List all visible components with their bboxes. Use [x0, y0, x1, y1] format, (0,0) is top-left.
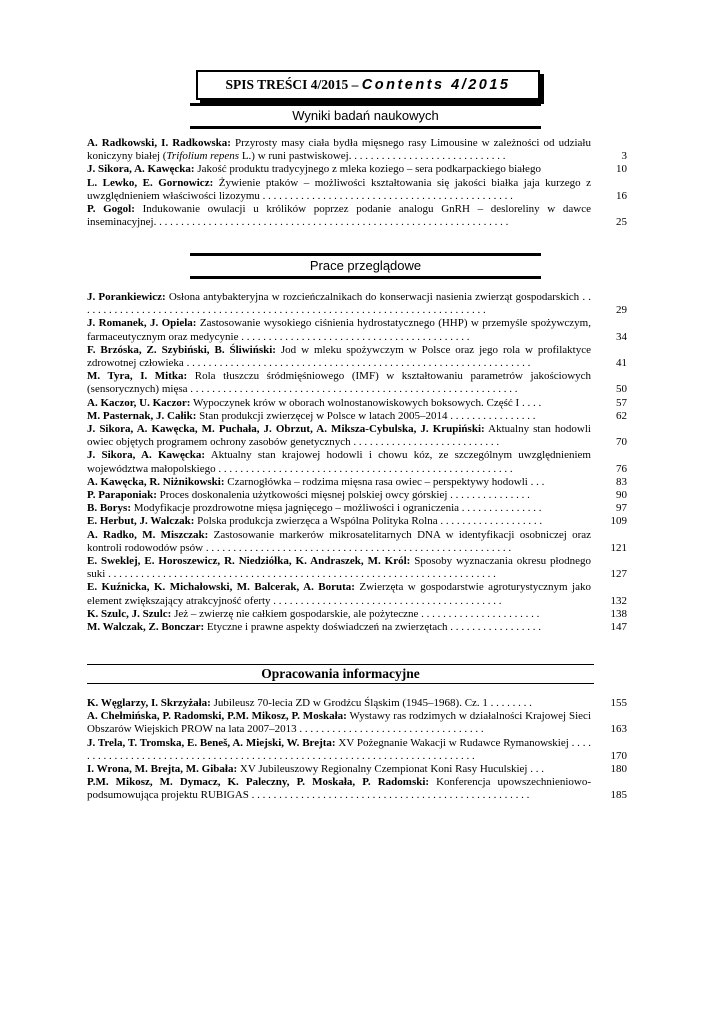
- entry-page: 170: [610, 749, 627, 762]
- toc-entry[interactable]: [87, 203, 635, 229]
- entry-page: 41: [616, 357, 627, 370]
- entry-authors: B. Borys:: [87, 502, 131, 515]
- toc-entry[interactable]: [87, 697, 635, 710]
- entry-authors: E. Sweklej, E. Horoszewicz, R. Niedziółka, K. Andraszek, M. Król:: [87, 555, 411, 568]
- entry-page: 16: [616, 189, 627, 202]
- toc-entry[interactable]: [87, 621, 635, 634]
- entry-authors: A. Kawęcka, R. Niżnikowski:: [87, 475, 225, 488]
- entry-text: Przyrosty masy ciała bydła mięsnego rasy Limousine w zależności od udziału koniczyny białej (: [87, 137, 591, 163]
- section-heading-review: [190, 253, 541, 279]
- toc-title-box: [196, 70, 540, 100]
- entry-authors: J. Porankiewicz:: [87, 291, 166, 303]
- entry-authors: J. Sikora, A. Kawęcka:: [87, 163, 195, 176]
- entry-authors: P. Gogol:: [87, 203, 135, 216]
- entry-page: 185: [610, 789, 627, 802]
- entry-text: Zwierzęta w gospodarstwie agroturystycznym jako element zwiększający atrakcyjność oferty . . . . . . . . . . . . . . . . . . . . . . . . . . . . . . . . . . . . . . . . . .: [87, 581, 591, 607]
- toc-title-en: Contents 4/2015: [361, 77, 511, 93]
- section-heading-info: [87, 664, 594, 684]
- section-title: Opracowania informacyjne: [261, 666, 420, 681]
- entry-authors: E. Herbut, J. Walczak:: [87, 515, 195, 528]
- toc-entry[interactable]: [87, 515, 635, 528]
- entry-authors: J. Trela, T. Tromska, E. Beneš, A. Miejski, W. Brejta:: [87, 736, 336, 749]
- section-info-list: [87, 697, 635, 803]
- entry-page: 76: [616, 462, 627, 475]
- entry-authors: J. Romanek, J. Opiela:: [87, 317, 197, 330]
- entry-text: Zastosowanie markerów mikrosatelitarnych DNA w identyfikacji osobniczej oraz kontroli rodowodów psów . . . . . . . . . . . . . . . . . . . . . . . . . . . . . . . . . . . . . . . . . . . . . . . . . . . . . . . .: [87, 528, 592, 554]
- toc-entry[interactable]: [87, 344, 635, 370]
- entry-page: 34: [616, 330, 627, 343]
- entry-authors: A. Chełmińska, P. Radomski, P.M. Mikosz, P. Moskała:: [87, 710, 347, 723]
- toc-entry[interactable]: [87, 502, 635, 515]
- toc-entry[interactable]: [87, 489, 635, 502]
- entry-page: 25: [616, 216, 627, 229]
- toc-entry[interactable]: [87, 370, 635, 396]
- entry-text: Etyczne i prawne aspekty doświadczeń na zwierzętach . . . . . . . . . . . . . . . . .: [206, 621, 542, 634]
- section-title: Wyniki badań naukowych: [292, 108, 439, 123]
- entry-authors: A. Kaczor, U. Kaczor:: [87, 396, 191, 409]
- toc-entry[interactable]: [87, 555, 635, 581]
- entry-text: XV Pożegnanie Wakacji w Rudawce Rymanowskiej . . . . . . . . . . . . . . . . . . . . . . . . . . . . . . . . . . . . . . . . . . . . . . . . . . . . . . . . . . . . . . . . . . . . . . . . . . .: [87, 736, 591, 762]
- toc-entry[interactable]: [87, 410, 635, 423]
- entry-text: Konferencja upowszechnieniowo-podsumowująca projektu RUBIGAS . . . . . . . . . . . . . . . . . . . . . . . . . . . . . . . . . . . . . . . . . . . . . . . . . . .: [87, 776, 591, 802]
- entry-authors: I. Wrona, M. Brejta, M. Gibała:: [87, 763, 238, 776]
- entry-page: 180: [610, 763, 627, 776]
- entry-italic: Trifolium repens: [166, 150, 240, 163]
- entry-text: Modyfikacje prozdrowotne mięsa jagnięcego – możliwości i ograniczenia . . . . . . . . . . . . . . .: [133, 502, 542, 515]
- entry-text: Żywienie ptaków – możliwości kształtowania się jakości białka jaja kurzego z uwzględnieniem właściwości lizozymu . . . . . . . . . . . . . . . . . . . . . . . . . . . . . . . . . . . . . . . . . . . . . .: [87, 176, 592, 202]
- toc-entry[interactable]: [87, 763, 635, 776]
- entry-text: Polska produkcja zwierzęca a Wspólna Polityka Rolna . . . . . . . . . . . . . . . . . . .: [197, 515, 543, 528]
- entry-page: 10: [616, 163, 627, 176]
- entry-authors: P. Paraponiak:: [87, 489, 157, 502]
- toc-entry[interactable]: [87, 137, 635, 163]
- toc-entry[interactable]: [87, 476, 635, 489]
- entry-authors: A. Radkowski, I. Radkowska:: [87, 137, 231, 149]
- section-heading-research: [190, 103, 541, 129]
- entry-page: 121: [610, 541, 627, 554]
- entry-text: Stan produkcji zwierzęcej w Polsce w latach 2005–2014 . . . . . . . . . . . . . . . .: [199, 409, 536, 422]
- entry-authors: M. Tyra, I. Mitka:: [87, 370, 188, 383]
- entry-authors: L. Lewko, E. Gornowicz:: [87, 176, 214, 189]
- entry-text: Aktualny stan hodowli owiec objętych programem ochrony zasobów genetycznych . . . . . . . . . . . . . . . . . . . . . . . . . . .: [87, 423, 591, 449]
- toc-entry[interactable]: [87, 449, 635, 475]
- entry-page: 83: [616, 475, 627, 488]
- entry-text: Aktualny stan krajowej hodowli i chowu kóz, ze szczególnym uwzględnieniem województwa małopolskiego . . . . . . . . . . . . . . . . . . . . . . . . . . . . . . . . . . . . . . . . . . . . . . . . . . . . . .: [87, 449, 591, 475]
- entry-page: 138: [610, 607, 627, 620]
- entry-text: Czarnogłówka – rodzima mięsna rasa owiec – perspektywy hodowli . . .: [227, 475, 545, 488]
- entry-page: 57: [616, 396, 627, 409]
- entry-text: Jubileusz 70-lecia ZD w Grodźcu Śląskim (1945–1968). Cz. 1 . . . . . . . .: [213, 697, 532, 709]
- entry-page: 109: [610, 515, 627, 528]
- entry-authors: E. Kuźnicka, K. Michałowski, M. Balcerak, A. Boruta:: [87, 581, 355, 594]
- entry-authors: K. Szulc, J. Szulc:: [87, 607, 172, 620]
- entry-authors: P.M. Mikosz, M. Dymacz, K. Paleczny, P. Moskała, P. Radomski:: [87, 776, 430, 789]
- entry-authors: F. Brzóska, Z. Szybiński, B. Śliwiński:: [87, 343, 276, 356]
- entry-page: 127: [610, 568, 627, 581]
- entry-page: 163: [610, 723, 627, 736]
- entry-text: Wystawy ras rodzimych w działalności Krajowej Sieci Obszarów Wiejskich PROW na lata 2007–2013 . . . . . . . . . . . . . . . . . . . . . . . . . . . . . . . . . .: [87, 710, 591, 736]
- entry-text: Osłona antybakteryjna w rozcieńczalnikach do konserwacji nasienia zwierząt gospodarskich . . . . . . . . . . . . . . . . . . . . . . . . . . . . . . . . . . . . . . . . . . . . . . . . . . . . . . . . . . . . . . . . . . . . . . . . . . .: [87, 291, 592, 317]
- entry-text: Jakość produktu tradycyjnego z mleka koziego – sera podkarpackiego białego: [197, 163, 541, 176]
- entry-authors: M. Pasternak, J. Całik:: [87, 409, 197, 422]
- toc-entry[interactable]: [87, 397, 635, 410]
- entry-page: 155: [610, 697, 627, 709]
- entry-text: Sposoby wyznaczania okresu płodnego suki . . . . . . . . . . . . . . . . . . . . . . . . . . . . . . . . . . . . . . . . . . . . . . . . . . . . . . . . . . . . . . . . . . . . . . .: [87, 555, 591, 581]
- entry-page: 3: [621, 150, 627, 163]
- entry-page: 29: [616, 304, 627, 317]
- toc-entry[interactable]: [87, 177, 635, 203]
- entry-page: 97: [616, 502, 627, 515]
- entry-text: L.) w runi pastwiskowej. . . . . . . . . . . . . . . . . . . . . . . . . . . . .: [239, 150, 506, 163]
- entry-text: Proces doskonalenia użytkowości mięsnej polskiej owcy górskiej . . . . . . . . . . . . . . .: [159, 489, 530, 502]
- section-research-list: [87, 137, 635, 229]
- toc-title-pl: SPIS TREŚCI 4/2015 –: [225, 77, 359, 92]
- section-review-list: [87, 291, 635, 634]
- toc-entry[interactable]: [87, 423, 635, 449]
- entry-authors: M. Walczak, Z. Bonczar:: [87, 621, 205, 634]
- toc-entry[interactable]: [87, 737, 635, 763]
- toc-entry[interactable]: [87, 581, 635, 607]
- entry-authors: K. Węglarzy, I. Skrzyżała:: [87, 697, 211, 709]
- entry-page: 70: [616, 436, 627, 449]
- entry-text: Wypoczynek krów w oborach wolnostanowiskowych boksowych. Część I . . . .: [193, 396, 542, 409]
- entry-authors: A. Radko, M. Miszczak:: [87, 528, 209, 541]
- entry-authors: J. Sikora, A. Kawęcka:: [87, 449, 206, 462]
- entry-text: Rola tłuszczu śródmięśniowego (IMF) w kształtowaniu parametrów jakościowych (sensorycznych) mięsa . . . . . . . . . . . . . . . . . . . . . . . . . . . . . . . . . . . . . . . . . . . . . . . . . . . . . . . . . . . .: [87, 370, 592, 396]
- toc-entry[interactable]: [87, 291, 635, 317]
- toc-entry[interactable]: [87, 710, 635, 736]
- toc-entry[interactable]: [87, 317, 635, 343]
- toc-entry[interactable]: [87, 529, 635, 555]
- entry-authors: J. Sikora, A. Kawęcka, M. Puchała, J. Obrzut, A. Miksza-Cybulska, J. Krupiński:: [87, 423, 485, 436]
- entry-text: Zastosowanie wysokiego ciśnienia hydrostatycznego (HHP) w przemyśle spożywczym, farmaceutycznym oraz medycynie . . . . . . . . . . . . . . . . . . . . . . . . . . . . . . . . . . . . . . . . . .: [87, 317, 591, 343]
- entry-text: Jod w mleku spożywczym w Polsce oraz jego rola w profilaktyce zdrowotnej człowieka . . . . . . . . . . . . . . . . . . . . . . . . . . . . . . . . . . . . . . . . . . . . . . . . . . . . . . . . . . . . . . .: [87, 343, 591, 370]
- entry-page: 132: [610, 594, 627, 607]
- section-title: Prace przeglądowe: [309, 258, 422, 273]
- toc-entry[interactable]: [87, 608, 635, 621]
- entry-text: XV Jubileuszowy Regionalny Czempionat Koni Rasy Huculskiej . . .: [239, 763, 544, 776]
- toc-entry[interactable]: [87, 163, 635, 176]
- entry-text: Indukowanie owulacji u królików poprzez podanie analogu GnRH – desloreliny w dawce inseminacyjnej. . . . . . . . . . . . . . . . . . . . . . . . . . . . . . . . . . . . . . . . . . . . . . . . . . . . . . . . . . . . . . . . .: [87, 203, 591, 229]
- entry-text: Jeż – zwierzę nie całkiem gospodarskie, ale pożyteczne . . . . . . . . . . . . . . . . . . . . . .: [174, 607, 540, 620]
- entry-page: 90: [616, 489, 627, 502]
- entry-page: 147: [610, 621, 627, 634]
- entry-page: 50: [616, 383, 627, 396]
- toc-entry[interactable]: [87, 776, 635, 802]
- entry-page: 62: [616, 409, 627, 422]
